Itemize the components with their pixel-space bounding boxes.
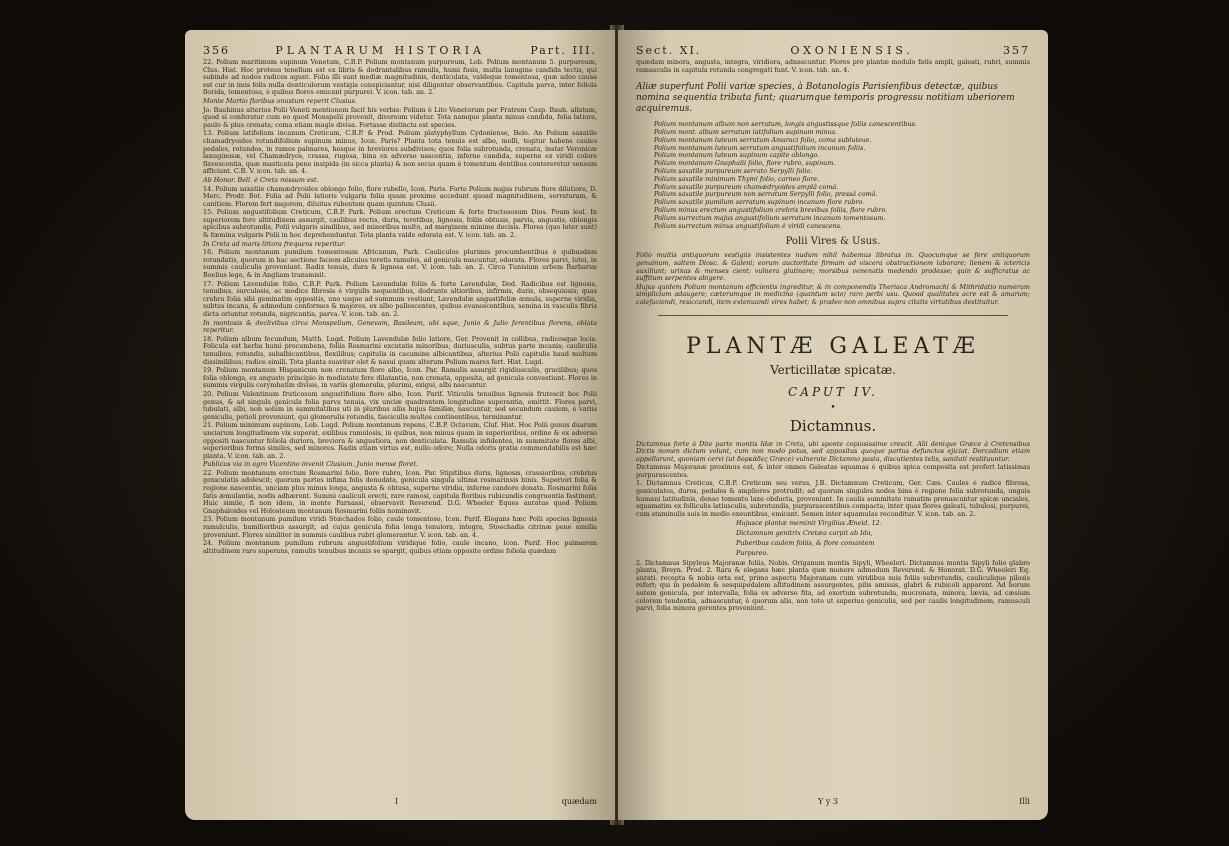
right-running-head: [618, 30, 1048, 59]
paragraph: 22. Polium montanum erectum Rosmarini folio, flore rubro, Icon. Par. Stipitibus duris, lignosis, crassioribus, crebrius geniculatis adolescit; quorum partes infima folis denudata, genicula singula ultima rosmarinsis binis. Superiori folia & regione nascentia, unciam plus minus longa, angusta & obtusa, superne viridia, inferne candore donata. Rosmarini folia fatis æmulantia, nodis adhærent. Summi cauliculi erecti, raro ramosi, capitula floribus rubicundis congruentia fastinent. Huic simile, fi non idem, in monte Parnassi, observavit Reverend. D.G. Wheeler Eques auratus quod Polium Gnaphaloides vel Holosteum montanum Rosmarini foliis nominavit.: [203, 468, 597, 515]
list-item: Polium montanum luteum serratum angustifolium incanum foliis.: [654, 143, 866, 152]
right-signature: Y y 3: [818, 797, 838, 806]
paragraph: Jo. Bauhinus alterius Polii Veneti mentionem facit his verbis: Polium è Lito Venetorum per Fratrem Casp. Bauh. allatum, quod si conferatur cum eo quod Monspelii provenit, diversum videtur. Tota namque planta minus candida, folia latiora, paulo & plus crenata; coma etiam magis divisa. Fortasse distincta est species.: [203, 105, 597, 129]
right-opening-text: [618, 59, 1048, 74]
list-item: Polium surrectum minus angustifolium è viridi canescens.: [654, 221, 843, 230]
paragraph: 21. Polium minimum supinum, Lob. Lugd. Polium montanum repens, C.B.P. Octavum, Cluf. Hist. Hoc Polii genus duarum unciarum longitudinem vix superat, exilibus ramulosis, in quibus, non minus quam in superioribus, ordine & ex adverso oppositi nascuntur foliola duriora, breviora & angustiora, non denticulata. Ramulis infidentes, in summitate flores albi, superioribus forma similes, sed minores. Radix etiam virtus est, nullo odore; Nulla odoris gratia commendabilis est hæc planta. V. icon. tab. an. 2.: [203, 421, 597, 460]
left-part-label: Part. III.: [530, 44, 597, 57]
paragraph: 24. Polium montanum pumilum rubrum angustifolium viridique folio, caule incano, Icon. Parif. Hoc palmarem altitudinem raro superans, ramulis tenuibus incanis se spargit, quibus etiam opposite ordine foliola quædam: [203, 539, 597, 555]
paragraph: Publicus via in agro Vicentino invenit Clusium. Junio mense floret.: [203, 460, 418, 469]
vires-heading: Polii Vires & Usus.: [785, 236, 881, 248]
left-running-title: PLANTARUM HISTORIA: [275, 44, 485, 57]
paragraph: 14. Polium saxatile chamædryoides oblongo folio, flore rubello, Icon. Paris. Forte Polium majus rubrum flore dilutiore, D. Merc. Prodr. Bot. Folia ad Polii latioris vulgaris folia quam proxime accedunt quoad magnitudinem, serraturam, & canitiem. Florem fert majorem, diluitus rubentem quam quintum Clusii.: [203, 184, 597, 208]
left-page-number: 356: [203, 44, 230, 57]
paragraph: 17. Polium Lavendulæ folio, C.B.P. Park. Polium Lavandulæ foliis & forte Lavendulæ, Dod. Radicibus est lignosis, tenuibus, surculosis, ac modice fibrosis è virgulis nequentibus, dodrante altioribus, infirmis, duris, obsequiosis; quas crebra folia sibi geminatim oppositis, uno usque ad summum vestiunt, Lavendulæ angustifoliæ æmula, superne viridia, subtus incana, & admodum conformes & majores, ex albo pallescentes, quibus evanescentibus, semina in vasculis fibris dicta oriuntur rotunda, nigricantia, parva. V. icon. tab. an. 2.: [203, 279, 597, 318]
paragraph: In montosis & declivibus circa Monspelium, Genevam, Basileam, ubi sque, Junio & Julio ferentibus florens, oblata reperitur.: [203, 318, 597, 335]
paragraph: 1. Dictamnus Creticus, C.B.P. Creticum seu verus, J.B. Dictamnum Creticum, Ger. Cæs. Caules è radice fibrosa, geniculatos, duros, pedales & ampliores protrudit; ad quorum singulos nodos bina è regione folia subrotunda, unguis humani latitudinis, denso tomento laxe obducta, proveniunt. In caulis summitate ramatim pronascuntur spicæ unciales, squamatim ex folliculis latiusculis, subrotundis, purpurascentibus compacta; inter quas flores galeati, tubulosi, purpurei, cum staminulis suis in medio exeuntibus, emicant. Semen inter squamulas reconditur. V. icon. tab. an. 2.: [636, 479, 1030, 518]
left-signature: I: [395, 797, 399, 806]
paragraph: Monte Martio floribus onustum reperit Clusius.: [203, 96, 357, 105]
verse-line: Hujusce plantæ meminit Virgilius Æneid. 12.: [736, 519, 882, 528]
list-item: Polium montanum Gnaphalii folio, flore rubro, supinum.: [654, 159, 836, 168]
section-title: PLANTÆ GALEATÆ: [686, 333, 980, 359]
left-page: [185, 30, 615, 820]
paragraph: 13. Polium latifolium incanum Creticum, C.B.P. & Prod. Polium platyphyllum Cydoniense, Belo. An Polium saxatile chamadryoides rotundifolium supinum minus, Icon. Paris? Planta tota tenuis est albo, molli, tegitur habens caules pedales, rotundos, in ramos palmares, hosque in breviores subdivisos; quos folia subrotunda, crenata, instar Veronicæ lanuginosæ, vel Chamædryos, crassa, rugosa, bina ex adverso nascentia, inferne candida, superne ex viridi colore flavescentia, quæ masticata pene insipida (in sicca planta) & non secus quam è tomentum dentibus contereretur sensum afficiunt. C.B. V. icon. tab. an. 4.: [203, 129, 597, 176]
chapter-title: Dictamnus.: [789, 416, 877, 435]
paragraph: 22. Polium maritimum supinum Venetum, C.B.P. Polium montanum purpureum, Lob. Polium montanum 5. purpureum, Clus. Hist. Hoc proteus tenellum est ex libris & dodrantalibus ramulis, humi fusis, multa lanugine candida tectis, qui subinde ad nodos radices agunt. Folia illi sunt mediæ magnitudinis, denticulata, valdeque tomentosa, quæ adeo causa est cur in imis folis nulla denticulorum vestigia conspiciantur, nisi diligenter observantibus. Capitula parva, inter foliola florida, tomentosa, è quibus flores emicant purpurei. V. icon. tab. an. 2.: [203, 58, 597, 97]
list-item: Polium saxatile pumilum serratum supinum incanum flore rubro.: [654, 198, 865, 207]
ornament-icon: •: [830, 402, 836, 413]
right-page: [618, 30, 1048, 820]
paragraph: quædam minora, angusta, integra, viridiora, adnascuntur. Flores pro plantæ modulo fatis ampli, galeati, rubri, summis ramusculis in capitula rotunda congregati funt. V. icon. tab. an. 4.: [636, 58, 1030, 74]
section-subtitle: Verticillatæ spicatæ.: [770, 362, 896, 377]
verse-line: Purpureo.: [736, 548, 769, 557]
list-item: Polium saxatile purpureum serrato Serpylli folio.: [654, 166, 813, 175]
right-section-label: Sect. XI.: [636, 44, 702, 57]
paragraph: 15. Polium angustifolium Creticum, C.B.P. Park. Polium erectum Creticum & forte fructesosum Dios. Poum leal. In superiorem fere altitudinem assurgit, caulibus rectis, duris, teretibus, lignosis, foliis obtusis, parvis, angustis, oblongis apicibus subrotundis, Polii vulgaris similibus, sed minoribus multo, ad marginem minime decisis. Flores (quo luter sunt) & fœmina vulgaris Polii in hoc deprehenduntur. Tota planta valde odorata est. V. icon. tab. an. 2.: [203, 208, 597, 240]
paragraph: 16. Polium montanum pumilum tomentosum Africanum, Park. Cauliculos plurimis procumbentibus è quibusdam rotundatis, quorum in hac sectione faciem alicuius teretis ramulos, ad genicula nascuntur, odorata. Flores parvi, lutei, in summis cauliculis proveniunt. Radix tenuis, dura & lignosa est. V. icon. tab. an. 2. Circa Tunisium urbem Barbariæ Boelius lege, & in Angliam transmisit.: [203, 248, 597, 280]
verse-line: Dictamnum genitrix Cretæa carpit ab Ida,: [736, 529, 873, 538]
chapter-number: CAPUT IV.: [788, 384, 878, 399]
list-item: Polium montanum album non serratum, longis angustissque foliis canescentibus.: [654, 120, 917, 129]
right-catchword: Illi: [1019, 797, 1030, 806]
paragraph: 2. Dictamnus Sipyleus Majoranæ foliis, Nobis. Origanum montis Sipyli, Wheeleri. Dictamnus montis Sipyli folio glabro planta, Breyn. Prod. 2. Rara & elegans hæc planta quæ munere admodum Reverend. & Honorat. D.G. Wheeleri Eq. aurati. recepta & nobis orta est, primo aspectu Majoranam cum viridibus suis foliis subrotundis, cauliculique pilosis refert; qui in pedalem & sesquipedalem altitudinem assurgentes, pilis amissis, glabri & rubicoli apparent. Ad horum autem genicula, per intervalla, folia ex adverso fita, ad exortum subrotunda, mucronata, minora, lævia, ad cæsium colorem tendentia, adnascuntur, è quorum alis, non toto ut superius geniculis, sed per caulis longitudinem, ramusculi parvi, folia minora gerentes proveniunt.: [636, 558, 1030, 613]
list-item: Polium surrectum majus angustifolium serratum incanum tomentosum.: [654, 213, 886, 222]
right-page-number: 357: [1003, 44, 1030, 57]
list-item: Polium montanum luteum serratum Amaraci folio, coma subluteae.: [654, 135, 872, 144]
verse-line: Puberibus caulem foliis, & flore comantem: [736, 539, 875, 548]
species-list: [618, 121, 1048, 230]
paragraph: 18. Polium album fecundum, Matth. Lugd. Polium Lavendulæ folio latiore, Ger. Provenit in collibus, radicosque locis. Folicula est herba humi procumbens, foliis Rosmarini excutatis minoribus, duriusculis, subtus parte incanis; cauliculis tenuibus, rotundis, subalbicantibus, flexilibus; capitulis in cacumine albicantibus, alterius Polii capitulis haud multum dissimilibus; radice simili. Tota planta suaviter olet & nasui quam alterum Polium mares fert. Hist. Lugd.: [203, 334, 597, 366]
intro-italic-heading: Aliæ superfunt Polii variæ species, à Botanologis Parisienfibus detectæ, quibus nomina sequentia tributa funt; quarumque temporis progressu notitiam uberiorem acquiremus.: [636, 82, 1015, 115]
list-item: Polium saxatile minimum Thymi folio, carneo flore.: [654, 174, 820, 183]
vires-text: [618, 252, 1048, 306]
right-running-title: OXONIENSIS.: [790, 44, 914, 57]
paragraph: 20. Polium Valentinum fruticosum angustifolium flore albo, Icon. Parif. Viticulis tenuibus lignosis frutescit hoc Polii genus, & ad singula genicula folia parva tenuia, vix unciæ quadrantem longitudine superantia, emittit. Flores parvi, tubulati, albi, non solum in summitatibus uti in pluribus aliis hujus familiæ, nascuntur, sed secundum caulem, è variis geniculis, petioli proveniunt, qui glomerulis rotundis, fasciculis multos continentibus, terminantur.: [203, 389, 597, 421]
list-item: Polium minus erectum angustifolium crebris brevibus foliis, flore rubro.: [654, 205, 888, 214]
list-item: Polium saxatile purpureum chamædryoides amplâ comâ.: [654, 182, 839, 191]
paragraph: In Creta ad maris littora frequens reperitur.: [203, 239, 346, 248]
left-body-text: [185, 59, 615, 555]
list-item: Polium montanum luteum supinum capite oblongo.: [654, 151, 820, 160]
list-item: Polium saxatile purpureum non serratum Serpylli folio, pressâ comâ.: [654, 190, 878, 199]
paragraph: 23. Polium montanum pumilum viridi Stœchados folio, caule tomentoso, Icon. Parif. Elegans hæc Polii species lignosis ramulculis, humilioribus assurgit, ad cujus genicula folia longa tenuiora, integra, Stoechadis citrinæ pene similia proveniunt. Flores similiter in summis caulibus rubri glomerantur. V. icon. tab. an. 4.: [203, 515, 597, 539]
paragraph: Dictamnus forte à Dite parte montis Idæ in Creta, ubi sponte copiosissime crescit. Alii denique Græce à Cretensibus Dictis nomen dictum volunt, cum non modo potus, sed appositus quoque partus defunctos ejiciat. Dorcadium etiam appellarunt, quoniam cervi (ut δορκάδες Græce) vulnerate Dictamno pasta, discutientes telis, sanitati restituuntur.: [636, 439, 1030, 463]
divider: [658, 315, 1008, 316]
list-item: Polium mont. album serratum latifolium supinum minus.: [654, 127, 838, 136]
paragraph: Ab Honor. Bell. è Creta missum est.: [203, 175, 319, 184]
chapter-body: [618, 441, 1048, 613]
left-catchword: quædam: [561, 797, 597, 806]
paragraph: Folio multis antiquorum vestigiis insistentes nudum nihil habemus libratus in. Quocumque se fere antiquorum genuinum, saltem Diosc. & Galeni; eorum auctoritate firmam ad viscera obstructionem laborare; lienem & ictericis auxiliunt; urinas & menses cient; vulnera glutinare; morsibus venenatis medendo prodesse; quin & sufficratus ac suffitum serpentes abigere.: [636, 251, 1030, 283]
paragraph: Hujus quidem Polium montanum efficientis ingreditur, & in componendis Theriaca Andromachi & Mithridatio numerum simplicium adaugere; cæterumque in medicina (quantum scio) raro perbi usu. Quoad qualitates acre est & amarum; calefaciendi, resiccandi, item extenuandi vires habet; & pradeo non omnibus supra citatis virtutibus destituitur.: [636, 282, 1030, 306]
paragraph: Dictamnus Majoranæ proximus est, & inter omnes Galeatas squamas è quibus spica composita est profert latissimas purpurascentes.: [636, 463, 1030, 479]
paragraph: 19. Polium montanum Hispanicum non crenatum flore albo, Icon. Par. Ramulis assurgit rigidiusculis, gracilibus; quos folia oblonga, ex angusto principio in mediatate fere dilatantia, non crenata, opposita, ad genicula convestiunt. Flores in summis virgulis corymbatim divisis, in variis glomerulis, plurimi, exigui, albi nascuntur.: [203, 366, 597, 390]
left-running-head: [185, 30, 615, 59]
